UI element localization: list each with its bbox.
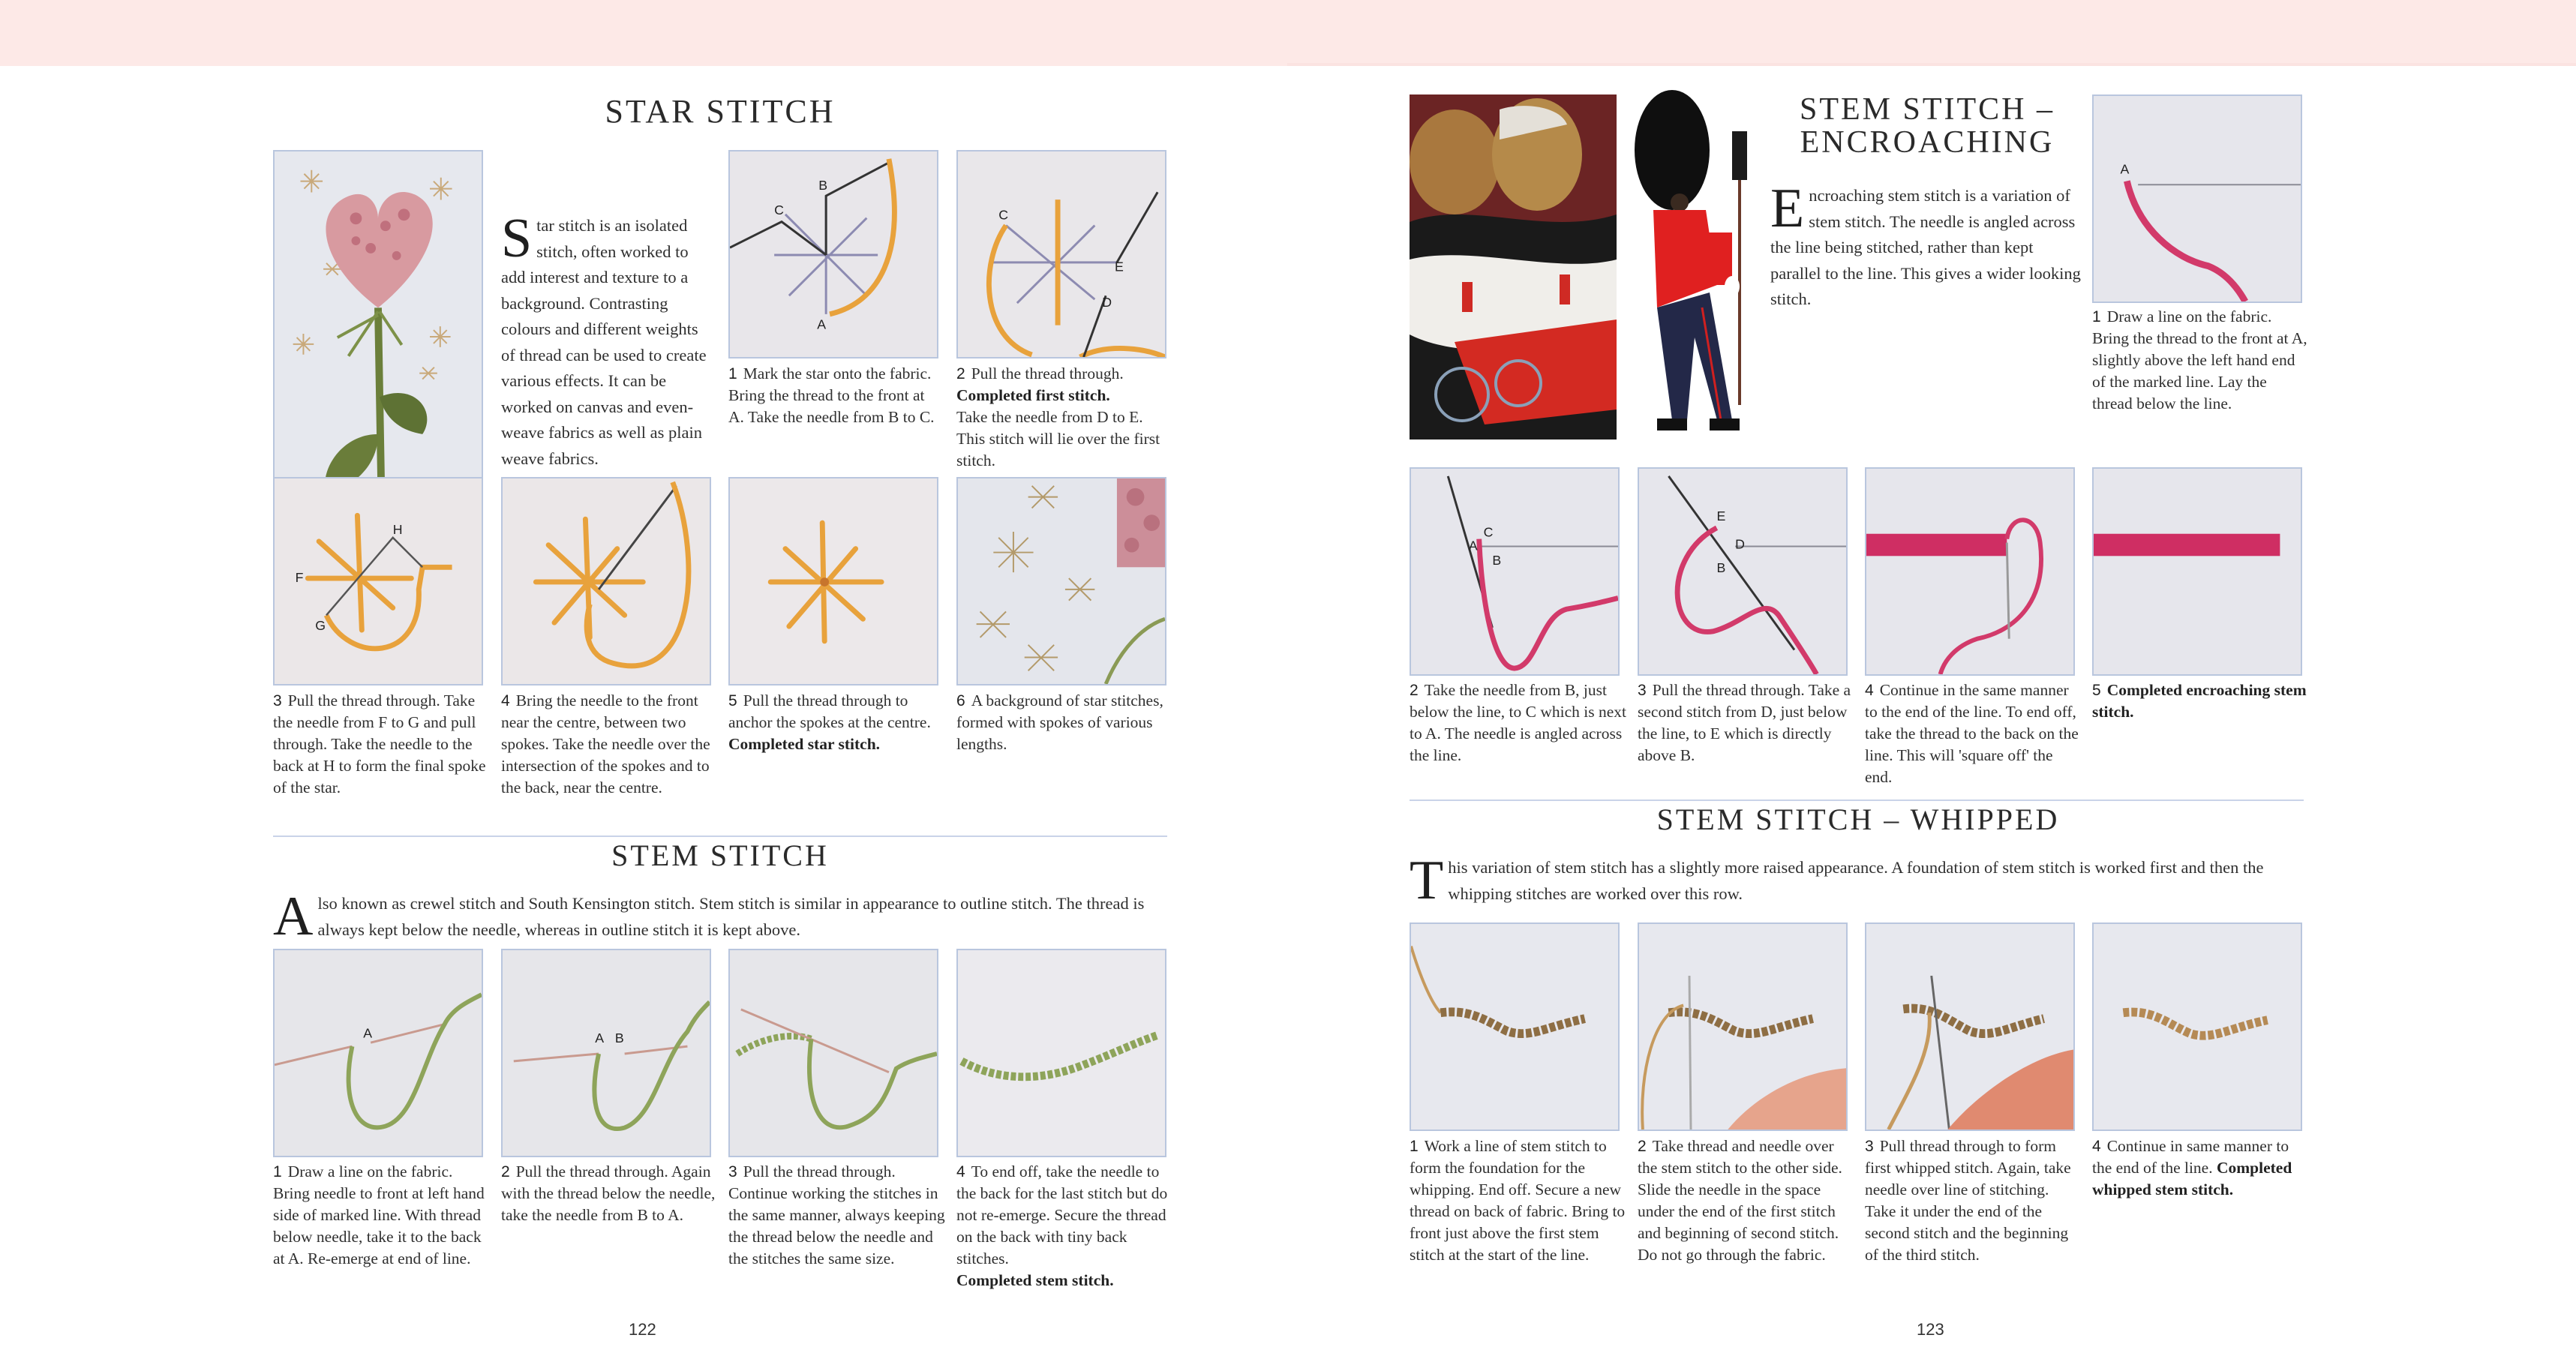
step-number: 4 <box>2092 1138 2101 1155</box>
step-number: 3 <box>1638 682 1647 699</box>
step-text: A background of star stitches, formed with spokes of various lengths. <box>956 692 1163 753</box>
star-step-2-photo <box>956 150 1166 358</box>
step-number: 2 <box>956 365 965 382</box>
step-number: 4 <box>956 1163 965 1180</box>
label-c: C <box>774 202 784 218</box>
page-number: 123 <box>1917 1320 1944 1339</box>
step-number: 4 <box>1865 682 1874 699</box>
stem-step-2-photo <box>501 949 711 1157</box>
whipped-title: STEM STITCH – WHIPPED <box>1656 802 2060 836</box>
label-b: B <box>818 178 828 194</box>
dropcap: T <box>1410 850 1444 911</box>
encroaching-step-4-photo <box>1865 467 2075 676</box>
svg-text:E: E <box>1716 508 1726 524</box>
star-step-1-caption <box>728 363 938 428</box>
star-step-5-photo <box>728 477 938 686</box>
step-number: 4 <box>501 692 510 710</box>
teddy-bears-photo <box>1410 94 1617 440</box>
step-text: Pull thread through to form first whipped stitch. Again, take needle over line of stitching. Take it under the end of the second stitch and the beginning of the third stitch. <box>1865 1137 2071 1264</box>
whipped-step-3-caption <box>1865 1136 2082 1266</box>
step-text: To end off, take the needle to the back for the last stitch but do not re-emerge. Secure the thread on the back with tiny back stitches. <box>956 1162 1168 1268</box>
stem-stitch-title: STEM STITCH <box>611 838 829 872</box>
stem-step-4-caption <box>956 1161 1174 1292</box>
section-divider <box>273 836 1167 837</box>
dropcap: S <box>501 208 533 269</box>
stem-step-3-photo <box>728 949 938 1157</box>
svg-text:G: G <box>315 618 326 634</box>
svg-text:A: A <box>1468 538 1478 554</box>
section-divider <box>1410 800 2304 801</box>
step-number: 2 <box>501 1163 510 1180</box>
step-text: Pull the thread through. Take a second stitch from D, just below the line, to E which is directly above B. <box>1638 681 1851 764</box>
step-text: Draw a line on the fabric. Bring needle to front at left hand side of marked line. With thread below needle, take it to the back at A. Re-emerge at end of line. <box>273 1162 485 1268</box>
step-text-after: Take the needle from D to E. This stitch will lie over the first stitch. <box>956 408 1160 470</box>
star-step-3-caption <box>273 690 491 799</box>
step-number: 1 <box>2092 308 2101 326</box>
svg-text:A: A <box>363 1025 373 1041</box>
encroaching-step-5-photo <box>2092 467 2302 676</box>
svg-text:A: A <box>595 1030 605 1046</box>
title-line-2: ENCROACHING <box>1800 125 2055 160</box>
intro-text: his variation of stem stitch has a slightly more raised appearance. A foundation of stem stitch is worked first and then the whipping stitches are worked over this row. <box>1448 858 2264 903</box>
svg-text:C: C <box>1483 524 1494 540</box>
step-text: Continue in same manner to the end of the line. <box>2092 1137 2289 1177</box>
whipped-step-4-caption <box>2092 1136 2310 1201</box>
step-text: Pull the thread through. Take the needle from F to G and pull through. Take the needle to the back at H to form the final spoke of the star. <box>273 692 486 796</box>
star-step-1-photo <box>728 150 938 358</box>
star-step-6-photo <box>956 477 1166 686</box>
svg-text:F: F <box>295 569 304 585</box>
whipped-step-2-caption <box>1638 1136 1855 1266</box>
step-number: 2 <box>1638 1138 1647 1155</box>
encroaching-step-1-caption <box>2092 306 2310 415</box>
whipped-step-3-photo <box>1865 922 2075 1131</box>
star-step-4-photo <box>501 477 711 686</box>
whipped-step-2-photo <box>1638 922 1848 1131</box>
stem-step-1-photo <box>273 949 483 1157</box>
step-bold-text: Completed star stitch. <box>728 735 881 753</box>
svg-text:E: E <box>1114 259 1124 274</box>
step-text: Pull the thread through. <box>971 364 1124 382</box>
step-number: 3 <box>273 692 282 710</box>
step-text: Continue in the same manner to the end of the line. To end off, take the thread to the back on the line. This will 'square off' the end. <box>1865 681 2079 786</box>
svg-text:D: D <box>1735 536 1745 552</box>
stem-step-4-photo <box>956 949 1166 1157</box>
label-a: A <box>817 316 827 332</box>
svg-text:B: B <box>1716 560 1726 575</box>
encroaching-step-5-caption <box>2092 680 2310 723</box>
whipped-step-4-photo <box>2092 922 2302 1131</box>
step-text: Draw a line on the fabric. Bring the thread to the front at A, slightly above the left hand end of the marked line. Lay the thread below the line. <box>2092 308 2307 412</box>
svg-text:H: H <box>392 521 403 537</box>
step-bold-text: Completed stem stitch. <box>956 1271 1114 1289</box>
svg-text:C: C <box>998 207 1009 223</box>
step-bold-text: Completed first stitch. <box>956 386 1110 404</box>
star-step-3-photo <box>273 477 483 686</box>
star-step-6-caption <box>956 690 1174 755</box>
step-text: Pull the thread through. Continue working the stitches in the same manner, always keeping the thread below the needle and the stitches the same size. <box>728 1162 945 1268</box>
svg-text:D: D <box>1102 294 1112 310</box>
step-text: Pull the thread through. Again with the thread below the needle, take the needle from B to A. <box>501 1162 716 1224</box>
step-number: 3 <box>1865 1138 1874 1155</box>
step-number: 3 <box>728 1163 737 1180</box>
guardsman-photo <box>1627 90 1777 442</box>
stem-step-2-caption <box>501 1161 719 1226</box>
step-bold-text: Completed whipped stem stitch. <box>2092 1159 2292 1198</box>
stem-step-1-caption <box>273 1161 491 1270</box>
step-number: 1 <box>273 1163 282 1180</box>
encroaching-step-1-photo <box>2092 94 2302 303</box>
step-number: 5 <box>2092 682 2101 699</box>
whipped-step-1-caption <box>1410 1136 1627 1266</box>
step-bold-text: Completed encroaching stem stitch. <box>2092 681 2307 721</box>
whipped-intro <box>1410 850 2302 911</box>
step-number: 6 <box>956 692 965 710</box>
stem-stitch-intro <box>273 886 1173 947</box>
step-number: 1 <box>728 365 737 382</box>
encroaching-title <box>1785 93 2070 159</box>
encroaching-step-2-caption <box>1410 680 1627 766</box>
step-number: 5 <box>728 692 737 710</box>
star-step-4-caption <box>501 690 726 799</box>
svg-text:B: B <box>614 1030 624 1046</box>
top-color-band <box>0 0 2576 66</box>
title-line-1: STEM STITCH – <box>1799 92 2055 127</box>
right-page <box>1288 66 2576 1350</box>
star-stitch-title: STAR STITCH <box>605 93 836 130</box>
step-text: Work a line of stem stitch to form the foundation for the whipping. End off. Secure a new thread on back of fabric. Bring to front just above the first stem stitch at the start of the line. <box>1410 1137 1626 1264</box>
star-step-5-caption <box>728 690 946 755</box>
star-stitch-hero-photo <box>273 150 483 520</box>
left-page <box>0 66 1288 1350</box>
step-text: Take thread and needle over the stem stitch to the other side. Slide the needle in the space under the end of the first stitch and beginning of second stitch. Do not go through the fabric. <box>1638 1137 1842 1264</box>
step-text: Take the needle from B, just below the line, to C which is next to A. The needle is angled across the line. <box>1410 681 1627 764</box>
svg-text:B: B <box>1492 553 1502 568</box>
dropcap: A <box>273 886 314 947</box>
step-text: Pull the thread through to anchor the spokes at the centre. <box>728 692 931 731</box>
step-text: Mark the star onto the fabric. Bring the thread to the front at A. Take the needle from B to C. <box>728 364 935 426</box>
encroaching-step-2-photo <box>1410 467 1620 676</box>
step-number: 1 <box>1410 1138 1419 1155</box>
encroaching-step-3-photo <box>1638 467 1848 676</box>
dropcap: E <box>1770 178 1805 239</box>
step-number: 2 <box>1410 682 1419 699</box>
page-number: 122 <box>629 1320 656 1339</box>
star-stitch-intro <box>501 208 713 472</box>
intro-text: ncroaching stem stitch is a variation of stem stitch. The needle is angled across the line being stitched, rather than kept parallel to the line. This gives a wider looking stitch. <box>1770 186 2081 308</box>
step-text: Bring the needle to the front near the centre, between two spokes. Take the needle over the intersection of the spokes and to the back, near the centre. <box>501 692 710 796</box>
encroaching-step-4-caption <box>1865 680 2082 788</box>
encroaching-step-3-caption <box>1638 680 1855 766</box>
star-step-2-caption <box>956 363 1174 472</box>
stem-step-3-caption <box>728 1161 946 1270</box>
svg-text:A: A <box>2120 161 2130 177</box>
intro-text: lso known as crewel stitch and South Kensington stitch. Stem stitch is similar in appearance to outline stitch. The thread is always kept below the needle, whereas in outline stitch it is kept above. <box>317 894 1145 939</box>
whipped-step-1-photo <box>1410 922 1620 1131</box>
intro-text: tar stitch is an isolated stitch, often worked to add interest and texture to a background. Contrasting colours and different weights of thread can be used to create various effects. It can be worked on canvas and even-weave fabrics as well as plain weave fabrics. <box>501 216 707 468</box>
encroaching-intro <box>1770 178 2082 313</box>
